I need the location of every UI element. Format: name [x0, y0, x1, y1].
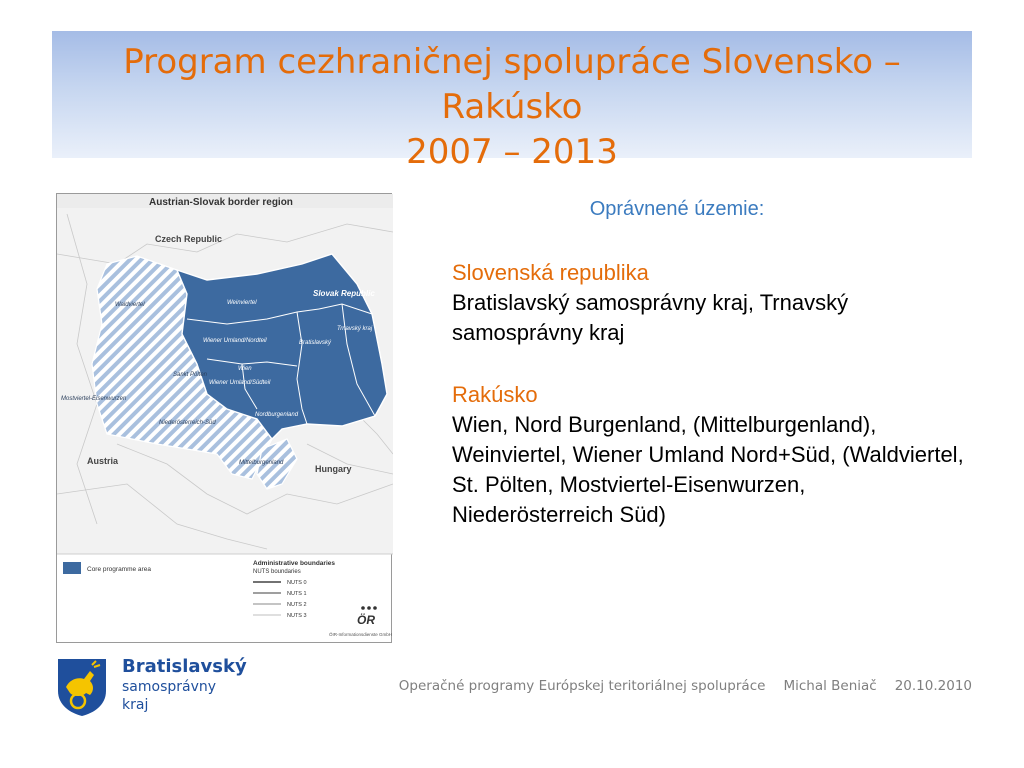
page-title [52, 40, 972, 175]
legend-admin-sub: NUTS boundaries [253, 569, 301, 575]
label-no-sud: Niederösterreich-Süd [159, 420, 216, 426]
label-mittelburgenland: Mittelburgenland [239, 460, 284, 466]
label-bratislavsky: Bratislavský [299, 340, 332, 346]
label-waldviertel: Waldviertel [115, 302, 145, 308]
label-wien: Wien [238, 366, 252, 372]
slovakia-section [452, 258, 972, 348]
oir-logo-text: ÖR [357, 613, 375, 627]
legend-nuts0: NUTS 0 [287, 580, 307, 586]
legend-core-swatch [63, 562, 81, 574]
legend-core-label: Core programme area [87, 566, 151, 573]
label-czech-republic: Czech Republic [155, 234, 223, 244]
label-wiener-sud: Wiener Umland/Südteil [209, 380, 271, 386]
austria-regions: Wien, Nord Burgenland, (Mittelburgenland), Weinviertel, Wiener Umland Nord+Süd, (Waldviertel, St. Pölten, Mostviertel-Eisenwurzen, Niederösterreich Süd) [452, 412, 964, 527]
label-hungary: Hungary [315, 464, 352, 474]
label-trnavsky: Trnavský kraj [337, 326, 373, 332]
slovakia-regions: Bratislavský samosprávny kraj, Trnavský samosprávny kraj [452, 290, 849, 345]
label-mostviertel: Mostviertel-Eisenwurzen [61, 396, 127, 402]
bsk-logo-text [122, 656, 247, 714]
austria-section [452, 380, 972, 530]
label-slovak-republic: Slovak Republic [313, 289, 375, 298]
label-wiener-nord: Wiener Umland/Nordteil [203, 338, 267, 344]
legend-nuts1: NUTS 1 [287, 591, 307, 597]
map-graphic [57, 194, 393, 644]
border-region-map [56, 193, 392, 643]
legend-nuts3: NUTS 3 [287, 613, 307, 619]
eligible-area-title: Oprávnené územie: [589, 198, 765, 220]
logo-line2: samosprávny [122, 679, 217, 695]
oir-logo [357, 606, 377, 627]
map-credit: ÖIR-Informationsdienste GmbH [329, 632, 393, 637]
label-st-polten: Sankt Pölten [173, 372, 208, 378]
bsk-coat-of-arms-icon [56, 657, 108, 717]
footer [399, 678, 972, 694]
label-nordburgenland: Nordburgenland [255, 412, 299, 418]
footer-program: Operačné programy Európskej teritoriálnej spolupráce [398, 678, 766, 694]
page-title-line2: 2007 – 2013 [406, 132, 618, 172]
page-title-line1: Program cezhraničnej spolupráce Slovensko – Rakúsko [123, 42, 901, 127]
slovakia-heading: Slovenská republika [452, 260, 649, 285]
legend-nuts2: NUTS 2 [287, 602, 307, 608]
label-austria: Austria [87, 456, 119, 466]
logo-line3: kraj [122, 697, 149, 713]
legend-admin-title: Administrative boundaries [253, 560, 335, 567]
label-weinviertel: Weinviertel [227, 300, 257, 306]
map-heading: Austrian-Slovak border region [149, 197, 293, 208]
austria-heading: Rakúsko [452, 382, 538, 407]
footer-date: 20.10.2010 [894, 678, 972, 694]
footer-author: Michal Beniač [783, 678, 877, 694]
logo-line1: Bratislavský [122, 656, 247, 677]
